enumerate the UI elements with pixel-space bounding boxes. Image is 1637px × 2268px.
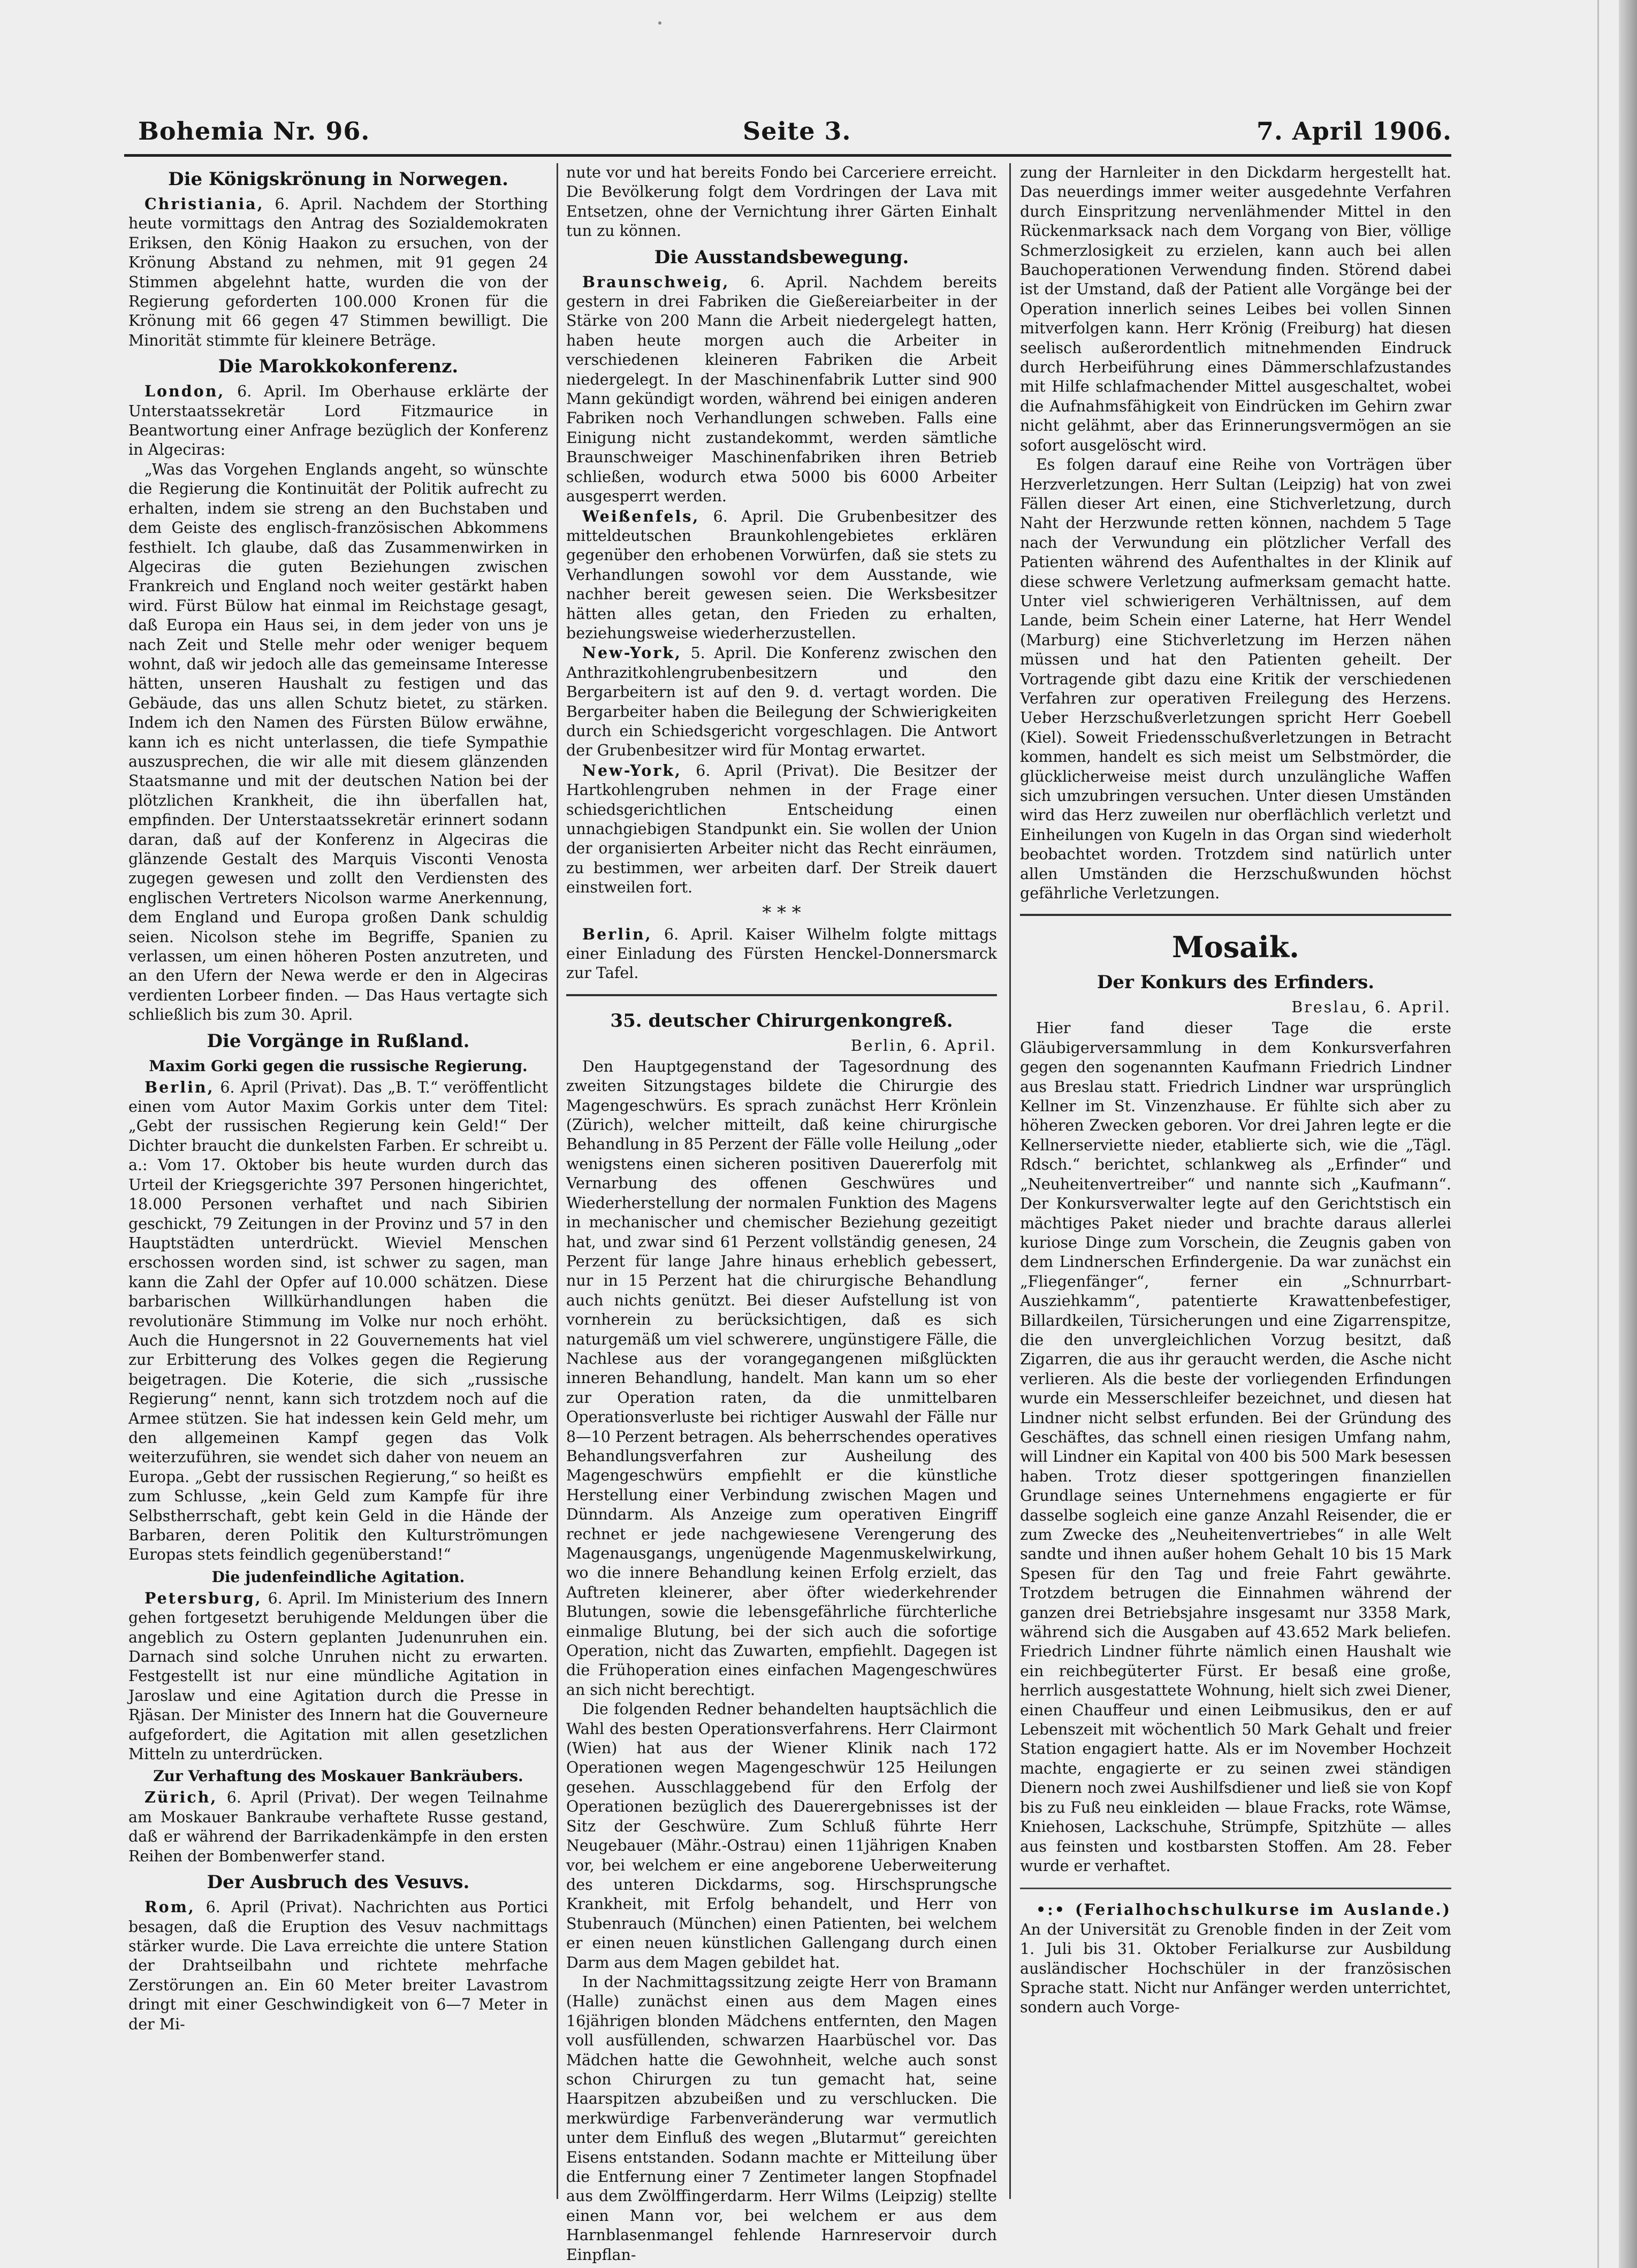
section-title: Mosaik. <box>1172 930 1299 965</box>
article-subheading: Zur Verhaftung des Moskauer Bankräubers. <box>153 1767 523 1785</box>
dateline-place: Petersburg, <box>144 1589 262 1607</box>
scan-speck <box>658 21 661 25</box>
dateline-place: Zürich, <box>144 1788 218 1807</box>
paragraph-text: 6. April. Im Ministerium des Innern gehen fortgesetzt beruhigende Meldungen über die angeblich zu Ostern geplanten Judenunruhen ein. Darnach sind solche Unruhen nicht zu erwarten. Festgestellt ist nur eine mündliche Agitation in Jaroslaw und eine Agitation durch die Presse in Rjäsan. Der Minister des Innern hat die Gouverneure aufgefordert, die Agitation mit allen gesetzlichen Mitteln zu unterdrücken. <box>128 1589 548 1763</box>
header-page-number: Seite 3. <box>743 117 851 146</box>
section-divider <box>566 994 997 996</box>
paragraph-text: 6. April (Privat). Nachrichten aus Portici besagen, daß die Eruption des Vesuv nachmittags stärker wurde. Die Lava erreichte die untere Station der Drahtseilbahn und richtete mehrfache Zerstörungen an. Ein 60 Meter breiter Lavastrom dringt mit einer Geschwindigkeit von 6—7 Meter in der Mi- <box>128 1898 548 2033</box>
paragraph-text: 6. April. Kaiser Wilhelm folgte mittags einer Einladung des Fürsten Henckel-Donnersmarck zur Tafel. <box>566 925 997 982</box>
header-paper-issue: Bohemia Nr. 96. <box>138 117 370 146</box>
section-divider <box>1020 1888 1451 1889</box>
dateline-place: Braunschweig, <box>582 272 730 291</box>
paragraph-text: 6. April. Im Oberhause erklärte der Unterstaatssekretär Lord Fitzmaurice in Beantwortung einer Anfrage bezüglich der Konferenz in Algeciras: <box>128 383 548 459</box>
article-paragraph: Es folgen darauf eine Reihe von Vorträgen über Herzverletzungen. Herr Sultan (Leipzig) hat von zwei Fällen dieser Art einen, eine Stichverletzung, durch Naht der Herzwunde retten können, nachdem 5 Tage nach der Verwundung ein plötzlicher Verfall des Patienten während des Aufenthaltes in der Klinik auf diese schwere Verletzung aufmerksam gemacht hatte. Unter viel schwierigeren Verhältnissen, auf dem Lande, beim Schein einer Laterne, hat Herr Wendel (Marburg) eine Stichverletzung im Herzen nähen müssen und hat den Patienten geheilt. Der Vortragende gibt dazu eine Kritik der verschiedenen Verfahren zur operativen Freilegung des Herzens. Ueber Herzschußverletzungen spricht Herr Goebell (Kiel). Soweit Friedensschußverletzungen in Betracht kommen, handelt es sich meist um Selbstmörder, die glücklicherweise meist durch unzulängliche Waffen sich umzubringen versuchen. Unter diesen Umständen wird das Herz zuweilen nur oberflächlich verletzt und Einheilungen von Kugeln in das Organ sind wiederholt beobachtet worden. Trotzdem sind natürlich unter allen Umständen die Herzschußwunden höchst gefährliche Verletzungen. <box>1020 456 1451 903</box>
paragraph-text: 6. April (Privat). Der wegen Teilnahme am Moskauer Bankraube verhaftete Russe gestand, daß er während der Barrikadenkämpfe in den ersten Reihen der Bombenwerfer stand. <box>128 1789 548 1865</box>
column-rule-1 <box>557 163 558 2199</box>
header-rule <box>124 154 1451 157</box>
article-paragraph <box>566 643 997 760</box>
dateline-place: Berlin, <box>582 925 652 943</box>
column-3 <box>1020 163 1451 2188</box>
article-headline: Die Königskrönung in Norwegen. <box>168 169 508 190</box>
dateline-place: New-York, <box>582 761 682 780</box>
page-edge-line <box>1597 0 1599 2268</box>
article-paragraph: Die folgenden Redner behandelten hauptsächlich die Wahl des besten Operationsverfahrens. Herr Clairmont (Wien) hat aus der Wiener Klinik nach 172 Operationen wegen Magengeschwür 125 Heilungen gesehen. Ausschlaggebend für den Erfolg der Operationen bezüglich des Dauerergebnisses ist der Sitz der Geschwüre. Zum Schluß führte Herr Neugebauer (Mähr.-Ostrau) einen 11jährigen Knaben vor, bei welchem er eine angeborene Ueberweiterung des unteren Dickdarms, sog. Hirschsprungsche Krankheit, mit Erfolg behandelt, und Herr von Stubenrauch (München) einen Patienten, bei welchem er einen neuen künstlichen Gallengang durch einen Darm aus dem Magen gebildet hat. <box>566 1700 997 1972</box>
paragraph-text: 5. April. Die Konferenz zwischen den Anthrazitkohlengrubenbesitzern und den Bergarbeitern ist auf den 9. d. vertagt worden. Die Bergarbeiter haben die Beilegung der Schwierigkeiten durch ein Schiedsgericht vorgeschlagen. Die Antwort der Grubenbesitzer wird für Montag erwartet. <box>566 644 997 760</box>
column-1 <box>128 163 548 2188</box>
article-subheading: Maxim Gorki gegen die russische Regierung. <box>149 1057 528 1075</box>
paragraph-text: 6. April. Die Grubenbesitzer des mitteldeutschen Braunkohlengebietes erklären gegenüber den erhobenen Vorwürfen, daß sie stets zu Verhandlungen sowohl vor dem Ausstande, wie nachher bereit gewesen seien. Die Werksbesitzer hätten alles getan, den Frieden zu erhalten, beziehungsweise wiederherzustellen. <box>566 507 997 642</box>
article-paragraph <box>128 1788 548 1866</box>
article-paragraph: „Was das Vorgehen Englands angeht, so wünschte die Regierung die Kontinuität der Politik aufrecht zu erhalten, indem sie streng an den Buchstaben und dem Geiste des englisch-französischen Abkommens festhielt. Ich glaube, daß das Zusammenwirken in Algeciras die guten Beziehungen zwischen Frankreich und England noch weiter gestärkt haben wird. Fürst Bülow hat einmal im Reichstage gesagt, daß Europa ein Haus sei, in dem jeder von uns je nach Zeit und Stelle mehr oder weniger bequem wohnt, daß wir jedoch alle das gemeinsame Interesse hätten, unseren Haushalt zu festigen und das Gebäude, das uns allen Schutz bietet, zu stärken. Indem ich den Namen des Fürsten Bülow erwähne, kann ich es nicht unterlassen, die tiefe Sympathie auszusprechen, die wir alle mit diesem glänzenden Staatsmanne und mit der deutschen Nation bei der plötzlichen Krankheit, die ihn überfallen hat, empfinden. Der Unterstaatssekretär erinnert sodann daran, daß auf der Konferenz in Algeciras die glänzende Gestalt des Marquis Visconti Venosta zugegen gewesen und zollt den Verdiensten des englischen Vertreters Nicolson warme Anerkennung, dem England und Europa großen Dank schuldig seien. Nicolson stehe im Begriffe, Spanien zu verlassen, um einen höheren Posten anzutreten, und an den Ufern der Newa werde er den in Algeciras verdienten Lorbeer finden. — Das Haus vertagte sich schließlich bis zum 30. April. <box>128 460 548 1024</box>
article-headline: Die Ausstandsbewegung. <box>654 246 909 268</box>
article-dateline: Berlin, 6. April. <box>850 1036 997 1055</box>
paragraph-text: 6. April (Privat). Die Besitzer der Hartkohlengruben nehmen in der Frage einer schiedsgerichtlichen Entscheidung einen unnachgiebigen Standpunkt ein. Sie wollen der Union der organisierten Arbeiter nicht das Recht einräumen, zu bestimmen, wer arbeiten darf. Der Streik dauert einstweilen fort. <box>566 761 997 897</box>
article-paragraph <box>128 381 548 460</box>
article-paragraph <box>566 925 997 983</box>
separator-stars: * * * <box>762 902 801 923</box>
article-paragraph <box>1020 1900 1451 2017</box>
dateline-place: Rom, <box>144 1898 195 1916</box>
article-paragraph: nute vor und hat bereits Fondo bei Carceriere erreicht. Die Bevölkerung folgt dem Vordringen der Lava mit Entsetzen, ohne der Vernichtung ihrer Gärten Einhalt tun zu können. <box>566 164 997 240</box>
article-paragraph: Den Hauptgegenstand der Tagesordnung des zweiten Sitzungstages bildete die Chirurgie des Magengeschwürs. Es sprach zunächst Herr Krönlein (Zürich), welcher mitteilt, daß keine chirurgische Behandlung in 85 Perzent der Fälle volle Heilung „oder wenigstens einen sicheren positiven Dauererfolg mit Vernarbung des offenen Geschwüres und Wiederherstellung der normalen Funktion des Magens in mechanischer und chemischer Beziehung gezeitigt hat, und zwar sind 61 Perzent vollständig genesen, 24 Perzent für lange Jahre hinaus erheblich gebessert, nur in 15 Perzent hat die chirurgische Behandlung auch nichts genützt. Bei dieser Aufstellung ist von vornherein zu berücksichtigen, daß es sich naturgemäß um viel schwerere, ungünstigere Fälle, die Nachlese aus der vorangegangenen mißglückten inneren Behandlung, handelt. Man kann um so eher zur Operation raten, da die unmittelbaren Operationsverluste bei richtiger Auswahl der Fälle nur 8—10 Perzent betragen. Als beherrschendes operatives Behandlungsverfahren zur Ausheilung des Magengeschwürs empfiehlt er die künstliche Herstellung einer Verbindung zwischen Magen und Dünndarm. Als Anzeige zum operativen Eingriff rechnet er jede nachgewiesene Verengerung des Magenausgangs, ungenügende Magenmuskelwirkung, wo die innere Behandlung keinen Erfolg erzielt, das Auftreten kleinerer, aber öfter wiederkehrender Blutungen, sowie die lebensgefährliche fürchterliche einmalige Blutung, bei der sich auch die sofortige Operation, nicht das Zuwarten, empfiehlt. Dagegen ist die Frühoperation eines einfachen Magengeschwüres an sich nicht berechtigt. <box>566 1057 997 1699</box>
article-paragraph <box>128 1897 548 2034</box>
column-2 <box>566 163 997 2264</box>
article-paragraph: In der Nachmittagssitzung zeigte Herr von Bramann (Halle) zunächst einen aus dem Magen eines 16jährigen blonden Mädchens entfernten, den Magen voll ausfüllenden, schwarzen Haarbüschel vor. Das Mädchen hatte die Gewohnheit, welche auch sonst schon Chirurgen zu tun gemacht hat, seine Haarspitzen abzubeißen und zu verschlucken. Die merkwürdige Farbenveränderung war vermutlich unter dem Einfluß des wegen „Blutarmut“ gereichten Eisens entstanden. Sodann machte er Mitteilung über die Entfernung einer 7 Zentimeter langen Stopfnadel aus dem Zwölffingerdarm. Herr Wilms (Leipzig) stellte einen Mann vor, bei welchem er aus dem Harnblasenmangel fehlende Harnreservoir durch Einpflan- <box>566 1973 997 2264</box>
article-paragraph: Hier fand dieser Tage die erste Gläubigerversammlung in dem Konkursverfahren gegen den sogenannten Kaufmann Friedrich Lindner aus Breslau statt. Friedrich Lindner war ursprünglich Kellner im St. Vinzenzhause. Er fühlte sich aber zu höheren Zwecken geboren. Vor drei Jahren legte er die Kellnerserviette nieder, etablierte sich, wie die „Tägl. Rdsch.“ berichtet, schlankweg als „Erfinder“ und „Neuheitenvertreiber“ und nannte sich „Kaufmann“. Der Konkursverwalter legte auf den Gerichtstisch ein mächtiges Paket nieder und brachte daraus allerlei kuriose Dinge zum Vorschein, die Zeugnis gaben von dem Lindnerschen Erfindergenie. Da war zunächst ein „Fliegenfänger“, ferner ein „Schnurrbart-Ausziehkamm“, patentierte Krawattenbefestiger, Billardkeilen, Türsicherungen und eine Zigarrenspitze, die den unvergleichlichen Vorzug besitzt, daß Zigarren, die aus ihr geraucht werden, die Asche nicht verlieren. Als die beste der vorliegenden Erfindungen wurde ein Messerschleifer bezeichnet, und diesen hat Lindner nicht selbst erfunden. Bei der Gründung des Geschäftes, das schnell einen riesigen Umfang nahm, will Lindner ein Kapital von 400 bis 500 Mark besessen haben. Trotz dieser spottgeringen finanziellen Grundlage seines Unternehmens engagierte er für dasselbe sogleich eine ganze Anzahl Reisender, die er zum Zwecke des „Neuheitenvertriebes“ in alle Welt sandte und ihnen außer hohem Gehalt 10 bis 15 Mark Spesen für den Tag und freie Fahrt gewährte. Trotzdem betrugen die Einnahmen während der ganzen drei Betriebsjahre insgesamt nur 3358 Mark, während sich die Ausgaben auf 43.652 Mark beliefen. Friedrich Lindner führte nämlich einen Haushalt wie ein reichbegüterter Fürst. Er besaß eine große, herrlich ausgestattete Wohnung, hielt sich zwei Diener, einen Chauffeur und einen Leibmusikus, den er auf Lebenszeit mit wöchentlich 50 Mark Gehalt und freier Station engagiert hatte. Als er im November Hochzeit machte, engagierte er zu seinen zwei ständigen Dienern noch zwei Aushilfsdiener und ließ sie von Kopf bis zu Fuß neu einkleiden — blaue Fracks, rote Wämse, Kniehosen, Lackschuhe, Strümpfe, Spitzhüte — alles aus feinsten und kostbarsten Stoffen. Am 28. Feber wurde er verhaftet. <box>1020 1019 1451 1875</box>
paragraph-text: 6. April. Nachdem bereits gestern in drei Fabriken die Gießereiarbeiter in der Stärke von 200 Mann die Arbeit niedergelegt hatten, haben heute morgen auch die Arbeiter in verschiedenen kleineren Fabriken die Arbeit niedergelegt. In der Maschinenfabrik Lutter sind 900 Mann gekündigt worden, während bei einigen anderen Fabriken noch Verhandlungen schweben. Falls eine Einigung nicht zustandekommt, werden sämtliche Braunschweiger Maschinenfabriken ihren Betrieb schließen, wodurch etwa 5000 bis 6000 Arbeiter ausgesperrt werden. <box>566 273 997 506</box>
page-edge-shadow <box>1619 0 1637 2268</box>
dateline-place: •:• (Ferialhochschulkurse im Auslande.) <box>1036 1900 1451 1919</box>
dateline-place: Weißenfels, <box>582 507 700 525</box>
paragraph-text: An der Universität zu Grenoble finden in der Zeit vom 1. Juli bis 31. Oktober Ferialkurse zur Ausbildung ausländischer Hochschüler in der französischen Sprache statt. Nicht nur Anfänger werden unterrichtet, sondern auch Vorge- <box>1020 1920 1451 2017</box>
section-divider <box>1020 914 1451 916</box>
article-headline: 35. deutscher Chirurgenkongreß. <box>610 1010 953 1032</box>
article-paragraph <box>128 1078 548 1565</box>
header-date: 7. April 1906. <box>1256 117 1452 146</box>
article-paragraph <box>566 272 997 507</box>
article-paragraph <box>128 1589 548 1765</box>
article-dateline: Breslau, 6. April. <box>1291 998 1451 1017</box>
page-header <box>138 112 1452 151</box>
article-headline: Der Ausbruch des Vesuvs. <box>207 1872 470 1893</box>
dateline-place: London, <box>144 382 225 401</box>
article-paragraph <box>128 194 548 350</box>
dateline-place: Berlin, <box>144 1078 215 1096</box>
article-paragraph <box>566 761 997 898</box>
article-headline: Die Marokkokonferenz. <box>218 356 459 378</box>
article-headline: Die Vorgänge in Rußland. <box>207 1030 470 1052</box>
article-paragraph: zung der Harnleiter in den Dickdarm hergestellt hat. Das neuerdings immer weiter ausgedehnte Verfahren durch Einspritzung nervenlähmender Mittel in den Rückenmarksack nach dem Vorgang von Bier, völlige Schmerzlosigkeit zu erzielen, kann auch bei allen Bauchoperationen Verwendung finden. Störend dabei ist der Umstand, daß der Patient alle Vorgänge bei der Operation innerlich seines Leibes bei vollen Sinnen mitverfolgen kann. Herr Krönig (Freiburg) hat diesen seelisch außerordentlich mitnehmenden Eindruck durch Herbeiführung eines Dämmerschlafzustandes mit Hilfe schlafmachender Mittel ausgeschaltet, wobei die Aufnahmsfähigkeit von Eindrücken im Gehirn zwar nicht gelähmt, aber das Erinnerungsvermögen an sie sofort ausgelöscht wird. <box>1020 164 1451 454</box>
paragraph-text: 6. April (Privat). Das „B. T.“ veröffentlicht einen vom Autor Maxim Gorkis unter dem Titel: „Gebt der russischen Regierung kein Geld!“ Der Dichter braucht die dunkelsten Farben. Er schreibt u. a.: Vom 17. Oktober bis heute wurden durch das Urteil der Kriegsgerichte 397 Personen hingerichtet, 18.000 Personen verhaftet und nach Sibirien geschickt, 79 Zeitungen in der Provinz und 57 in den Hauptstädten unterdrückt. Wieviel Menschen erschossen worden sind, ist schwer zu sagen, man kann die Zahl der Opfer auf 10.000 schätzen. Diese barbarischen Willkürhandlungen haben die revolutionäre Stimmung im Volke nur noch erhöht. Auch die Hungersnot in 22 Gouvernements hat viel zur Erbitterung des Volkes gegen die Regierung beigetragen. Die Koterie, die sich „russische Regierung“ nennt, kann sich trotzdem noch auf die Armee stützen. Sie hat indessen kein Geld mehr, um den allgemeinen Kampf gegen das Volk weiterzuführen, sie wendet sich daher von neuem an Europa. „Gebt der russischen Regierung,“ so heißt es zum Schlusse, „kein Geld zum Kampfe für ihre Selbstherrschaft, gebt kein Geld in die Hände der Barbaren, deren Politik den Kulturströmungen Europas stets feindlich gegenüberstand!“ <box>128 1078 548 1564</box>
article-subheading: Die judenfeindliche Agitation. <box>211 1568 465 1586</box>
dateline-place: Christiania, <box>144 195 264 213</box>
article-headline: Der Konkurs des Erfinders. <box>1097 972 1375 994</box>
dateline-place: New-York, <box>582 644 682 662</box>
column-rule-2 <box>1009 163 1011 2199</box>
article-paragraph <box>566 507 997 644</box>
paragraph-text: 6. April. Nachdem der Storthing heute vormittags den Antrag des Sozialdemokraten Eriksen, den König Haakon zu ersuchen, von der Krönung Abstand zu nehmen, mit 91 gegen 24 Stimmen abgelehnt hatte, wurden die von der Regierung geforderten 100.000 Kronen für die Krönung mit 66 gegen 47 Stimmen bewilligt. Die Minorität stimmte für kleinere Beträge. <box>128 195 548 349</box>
